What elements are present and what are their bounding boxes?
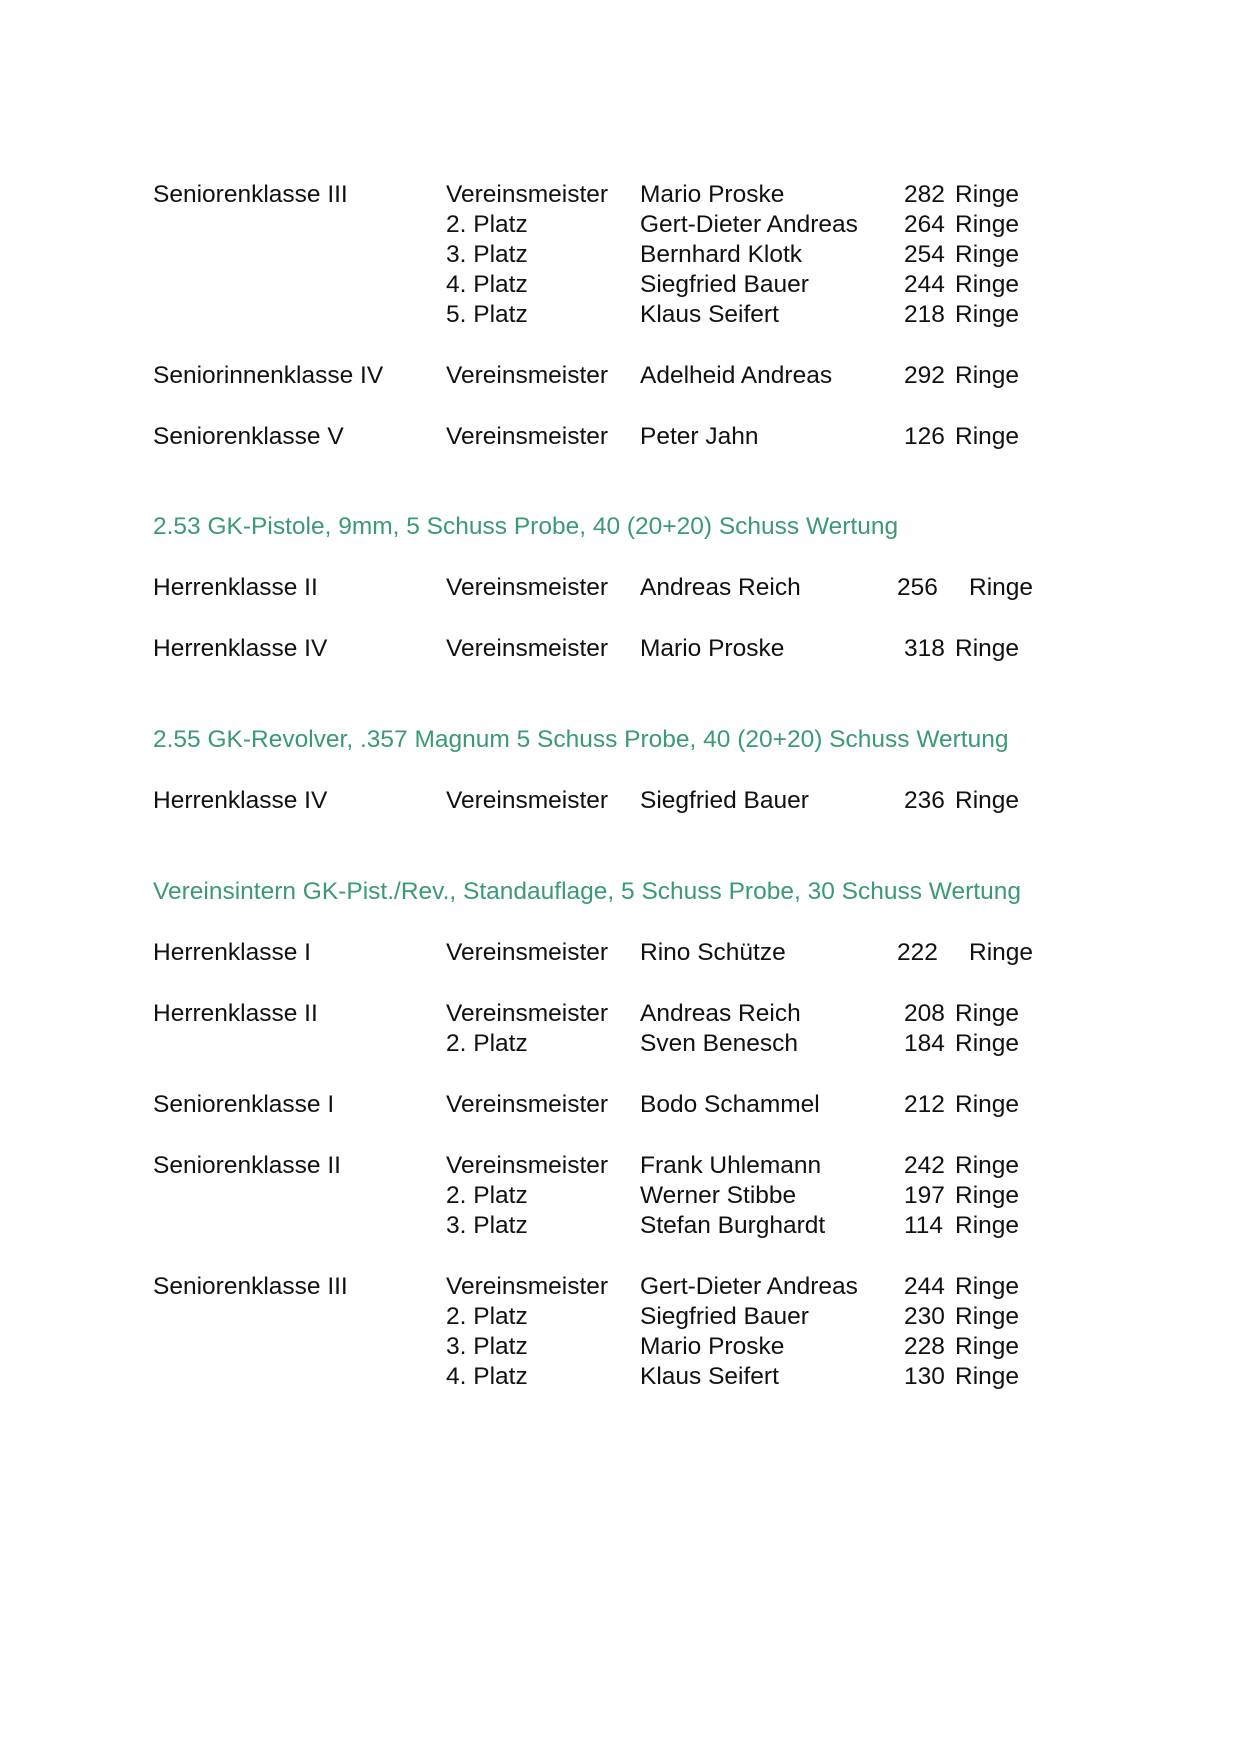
place-label: 2. Platz [446, 1303, 528, 1330]
score-unit: Ringe [955, 241, 1020, 268]
class-label: Seniorenklasse III [153, 1273, 348, 1300]
class-label: Seniorinnenklasse IV [153, 362, 384, 389]
score-unit: Ringe [955, 1182, 1020, 1209]
shooter-name: Siegfried Bauer [640, 787, 809, 814]
score-unit: Ringe [955, 1363, 1020, 1390]
score-unit: Ringe [969, 574, 1034, 601]
score-value: 212 [904, 1091, 945, 1118]
score-unit: Ringe [955, 1273, 1020, 1300]
class-label: Seniorenklasse III [153, 181, 348, 208]
place-label: 3. Platz [446, 241, 528, 268]
class-label: Herrenklasse IV [153, 635, 328, 662]
score-value: 184 [904, 1030, 945, 1057]
place-label: 3. Platz [446, 1333, 528, 1360]
score-value: 218 [904, 301, 945, 328]
score-value: 236 [904, 787, 945, 814]
place-label: 2. Platz [446, 1182, 528, 1209]
shooter-name: Rino Schütze [640, 939, 786, 966]
score-unit: Ringe [955, 423, 1020, 450]
shooter-name: Mario Proske [640, 1333, 785, 1360]
shooter-name: Andreas Reich [640, 1000, 801, 1027]
place-label: 3. Platz [446, 1212, 528, 1239]
score-unit: Ringe [955, 271, 1020, 298]
place-label: 2. Platz [446, 211, 528, 238]
class-label: Herrenklasse I [153, 939, 311, 966]
section-heading: 2.53 GK-Pistole, 9mm, 5 Schuss Probe, 40 (20+20) Schuss Wertung [153, 513, 899, 540]
place-label: Vereinsmeister [446, 1000, 609, 1027]
score-value: 230 [904, 1303, 945, 1330]
score-value: 126 [904, 423, 945, 450]
shooter-name: Mario Proske [640, 635, 785, 662]
class-label: Herrenklasse II [153, 574, 318, 601]
class-label: Herrenklasse II [153, 1000, 318, 1027]
score-unit: Ringe [955, 635, 1020, 662]
score-value: 197 [904, 1182, 945, 1209]
score-unit: Ringe [955, 1030, 1020, 1057]
shooter-name: Werner Stibbe [640, 1182, 797, 1209]
shooter-name: Stefan Burghardt [640, 1212, 826, 1239]
place-label: Vereinsmeister [446, 939, 609, 966]
place-label: 5. Platz [446, 301, 528, 328]
place-label: Vereinsmeister [446, 1091, 609, 1118]
shooter-name: Klaus Seifert [640, 1363, 779, 1390]
score-value: 254 [904, 241, 945, 268]
shooter-name: Adelheid Andreas [640, 362, 833, 389]
score-value: 228 [904, 1333, 945, 1360]
shooter-name: Gert-Dieter Andreas [640, 1273, 858, 1300]
place-label: Vereinsmeister [446, 1273, 609, 1300]
score-value: 244 [904, 1273, 945, 1300]
score-value: 242 [904, 1152, 945, 1179]
place-label: 4. Platz [446, 271, 528, 298]
place-label: Vereinsmeister [446, 362, 609, 389]
score-unit: Ringe [955, 211, 1020, 238]
section-heading: Vereinsintern GK-Pist./Rev., Standauflage, 5 Schuss Probe, 30 Schuss Wertung [153, 878, 1021, 905]
shooter-name: Gert-Dieter Andreas [640, 211, 858, 238]
shooter-name: Sven Benesch [640, 1030, 798, 1057]
score-value: 130 [904, 1363, 945, 1390]
score-unit: Ringe [955, 1152, 1020, 1179]
place-label: Vereinsmeister [446, 423, 609, 450]
shooter-name: Frank Uhlemann [640, 1152, 822, 1179]
class-label: Seniorenklasse V [153, 423, 344, 450]
score-unit: Ringe [955, 1091, 1020, 1118]
class-label: Herrenklasse IV [153, 787, 328, 814]
place-label: Vereinsmeister [446, 574, 609, 601]
score-value: 244 [904, 271, 945, 298]
section-heading: 2.55 GK-Revolver, .357 Magnum 5 Schuss Probe, 40 (20+20) Schuss Wertung [153, 726, 1009, 753]
score-value: 114 [904, 1212, 944, 1239]
score-unit: Ringe [955, 1333, 1020, 1360]
score-value: 282 [904, 181, 945, 208]
shooter-name: Klaus Seifert [640, 301, 779, 328]
place-label: Vereinsmeister [446, 181, 609, 208]
score-unit: Ringe [955, 362, 1020, 389]
score-unit: Ringe [955, 787, 1020, 814]
shooter-name: Mario Proske [640, 181, 785, 208]
place-label: Vereinsmeister [446, 635, 609, 662]
class-label: Seniorenklasse II [153, 1152, 341, 1179]
score-value: 318 [904, 635, 945, 662]
score-value: 256 [897, 574, 938, 601]
score-unit: Ringe [955, 1303, 1020, 1330]
score-value: 292 [904, 362, 945, 389]
place-label: Vereinsmeister [446, 787, 609, 814]
shooter-name: Peter Jahn [640, 423, 759, 450]
shooter-name: Bernhard Klotk [640, 241, 803, 268]
shooter-name: Andreas Reich [640, 574, 801, 601]
score-unit: Ringe [955, 181, 1020, 208]
score-value: 222 [897, 939, 938, 966]
shooter-name: Siegfried Bauer [640, 1303, 809, 1330]
score-unit: Ringe [955, 1212, 1020, 1239]
score-value: 208 [904, 1000, 945, 1027]
place-label: 2. Platz [446, 1030, 528, 1057]
score-value: 264 [904, 211, 945, 238]
shooter-name: Siegfried Bauer [640, 271, 809, 298]
shooter-name: Bodo Schammel [640, 1091, 820, 1118]
score-unit: Ringe [955, 1000, 1020, 1027]
class-label: Seniorenklasse I [153, 1091, 335, 1118]
place-label: 4. Platz [446, 1363, 528, 1390]
score-unit: Ringe [955, 301, 1020, 328]
place-label: Vereinsmeister [446, 1152, 609, 1179]
score-unit: Ringe [969, 939, 1034, 966]
